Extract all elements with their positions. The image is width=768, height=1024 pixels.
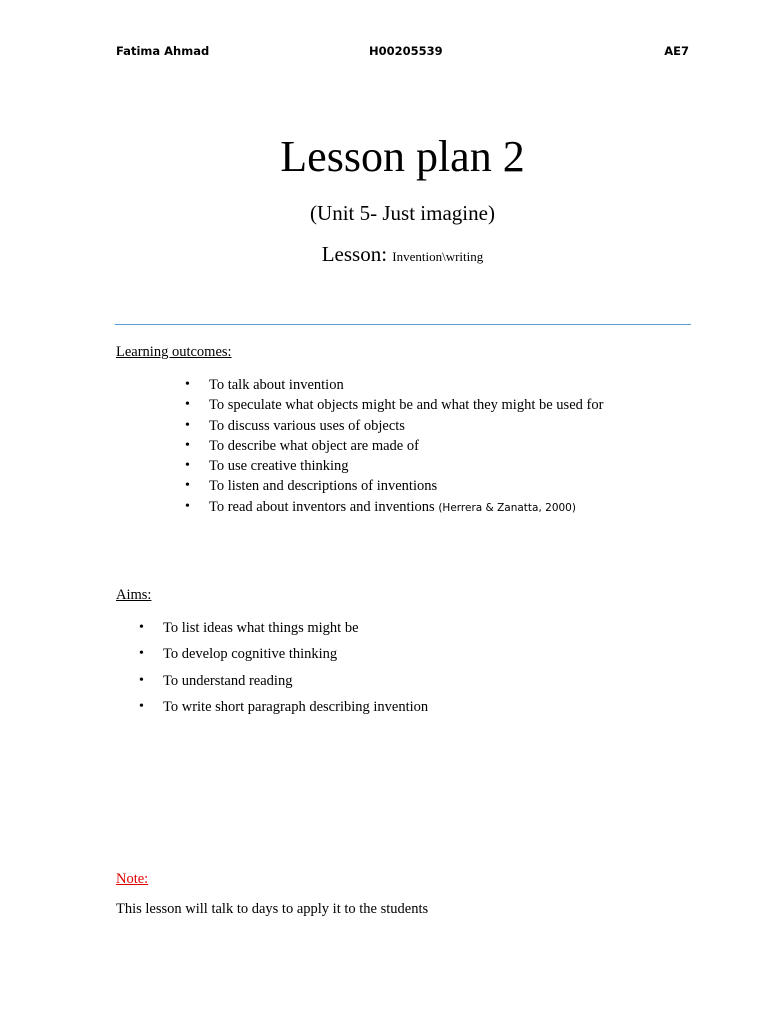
learning-outcomes-heading: Learning outcomes: [116,344,232,360]
lesson-label: Lesson: [321,242,388,266]
note-heading: Note: [116,871,149,887]
citation: (Herrera & Zanatta, 2000) [438,501,576,514]
note-text: This lesson will talk to days to apply it to the students [116,901,429,917]
student-id: H00205539 [369,44,443,58]
page-header [116,44,689,62]
list-item: • To talk about invention [209,376,603,396]
horizontal-divider [115,324,691,325]
list-item: • To write short paragraph describing invention [163,698,428,724]
list-item [209,498,603,518]
document-title: Lesson plan 2 [280,132,525,181]
aims-heading: Aims: [116,587,152,603]
list-item: • To listen and descriptions of inventions [209,477,603,497]
list-item: • To develop cognitive thinking [163,645,428,671]
list-item: • To describe what object are made of [209,437,603,457]
lesson-line [0,241,768,270]
list-item: • To use creative thinking [209,457,603,477]
list-item: • To speculate what objects might be and what they might be used for [209,396,603,416]
list-item: • To discuss various uses of objects [209,417,603,437]
learning-outcomes-list [209,376,603,518]
list-item: • To list ideas what things might be [163,619,428,645]
list-item-text: To read about inventors and inventions [209,498,435,515]
lesson-value: Invention\writing [392,249,484,264]
author-name: Fatima Ahmad [116,44,210,58]
list-item: • To understand reading [163,672,428,698]
course-code: AE7 [664,44,689,58]
document-subtitle: (Unit 5- Just imagine) [310,201,495,225]
aims-list [163,619,428,724]
